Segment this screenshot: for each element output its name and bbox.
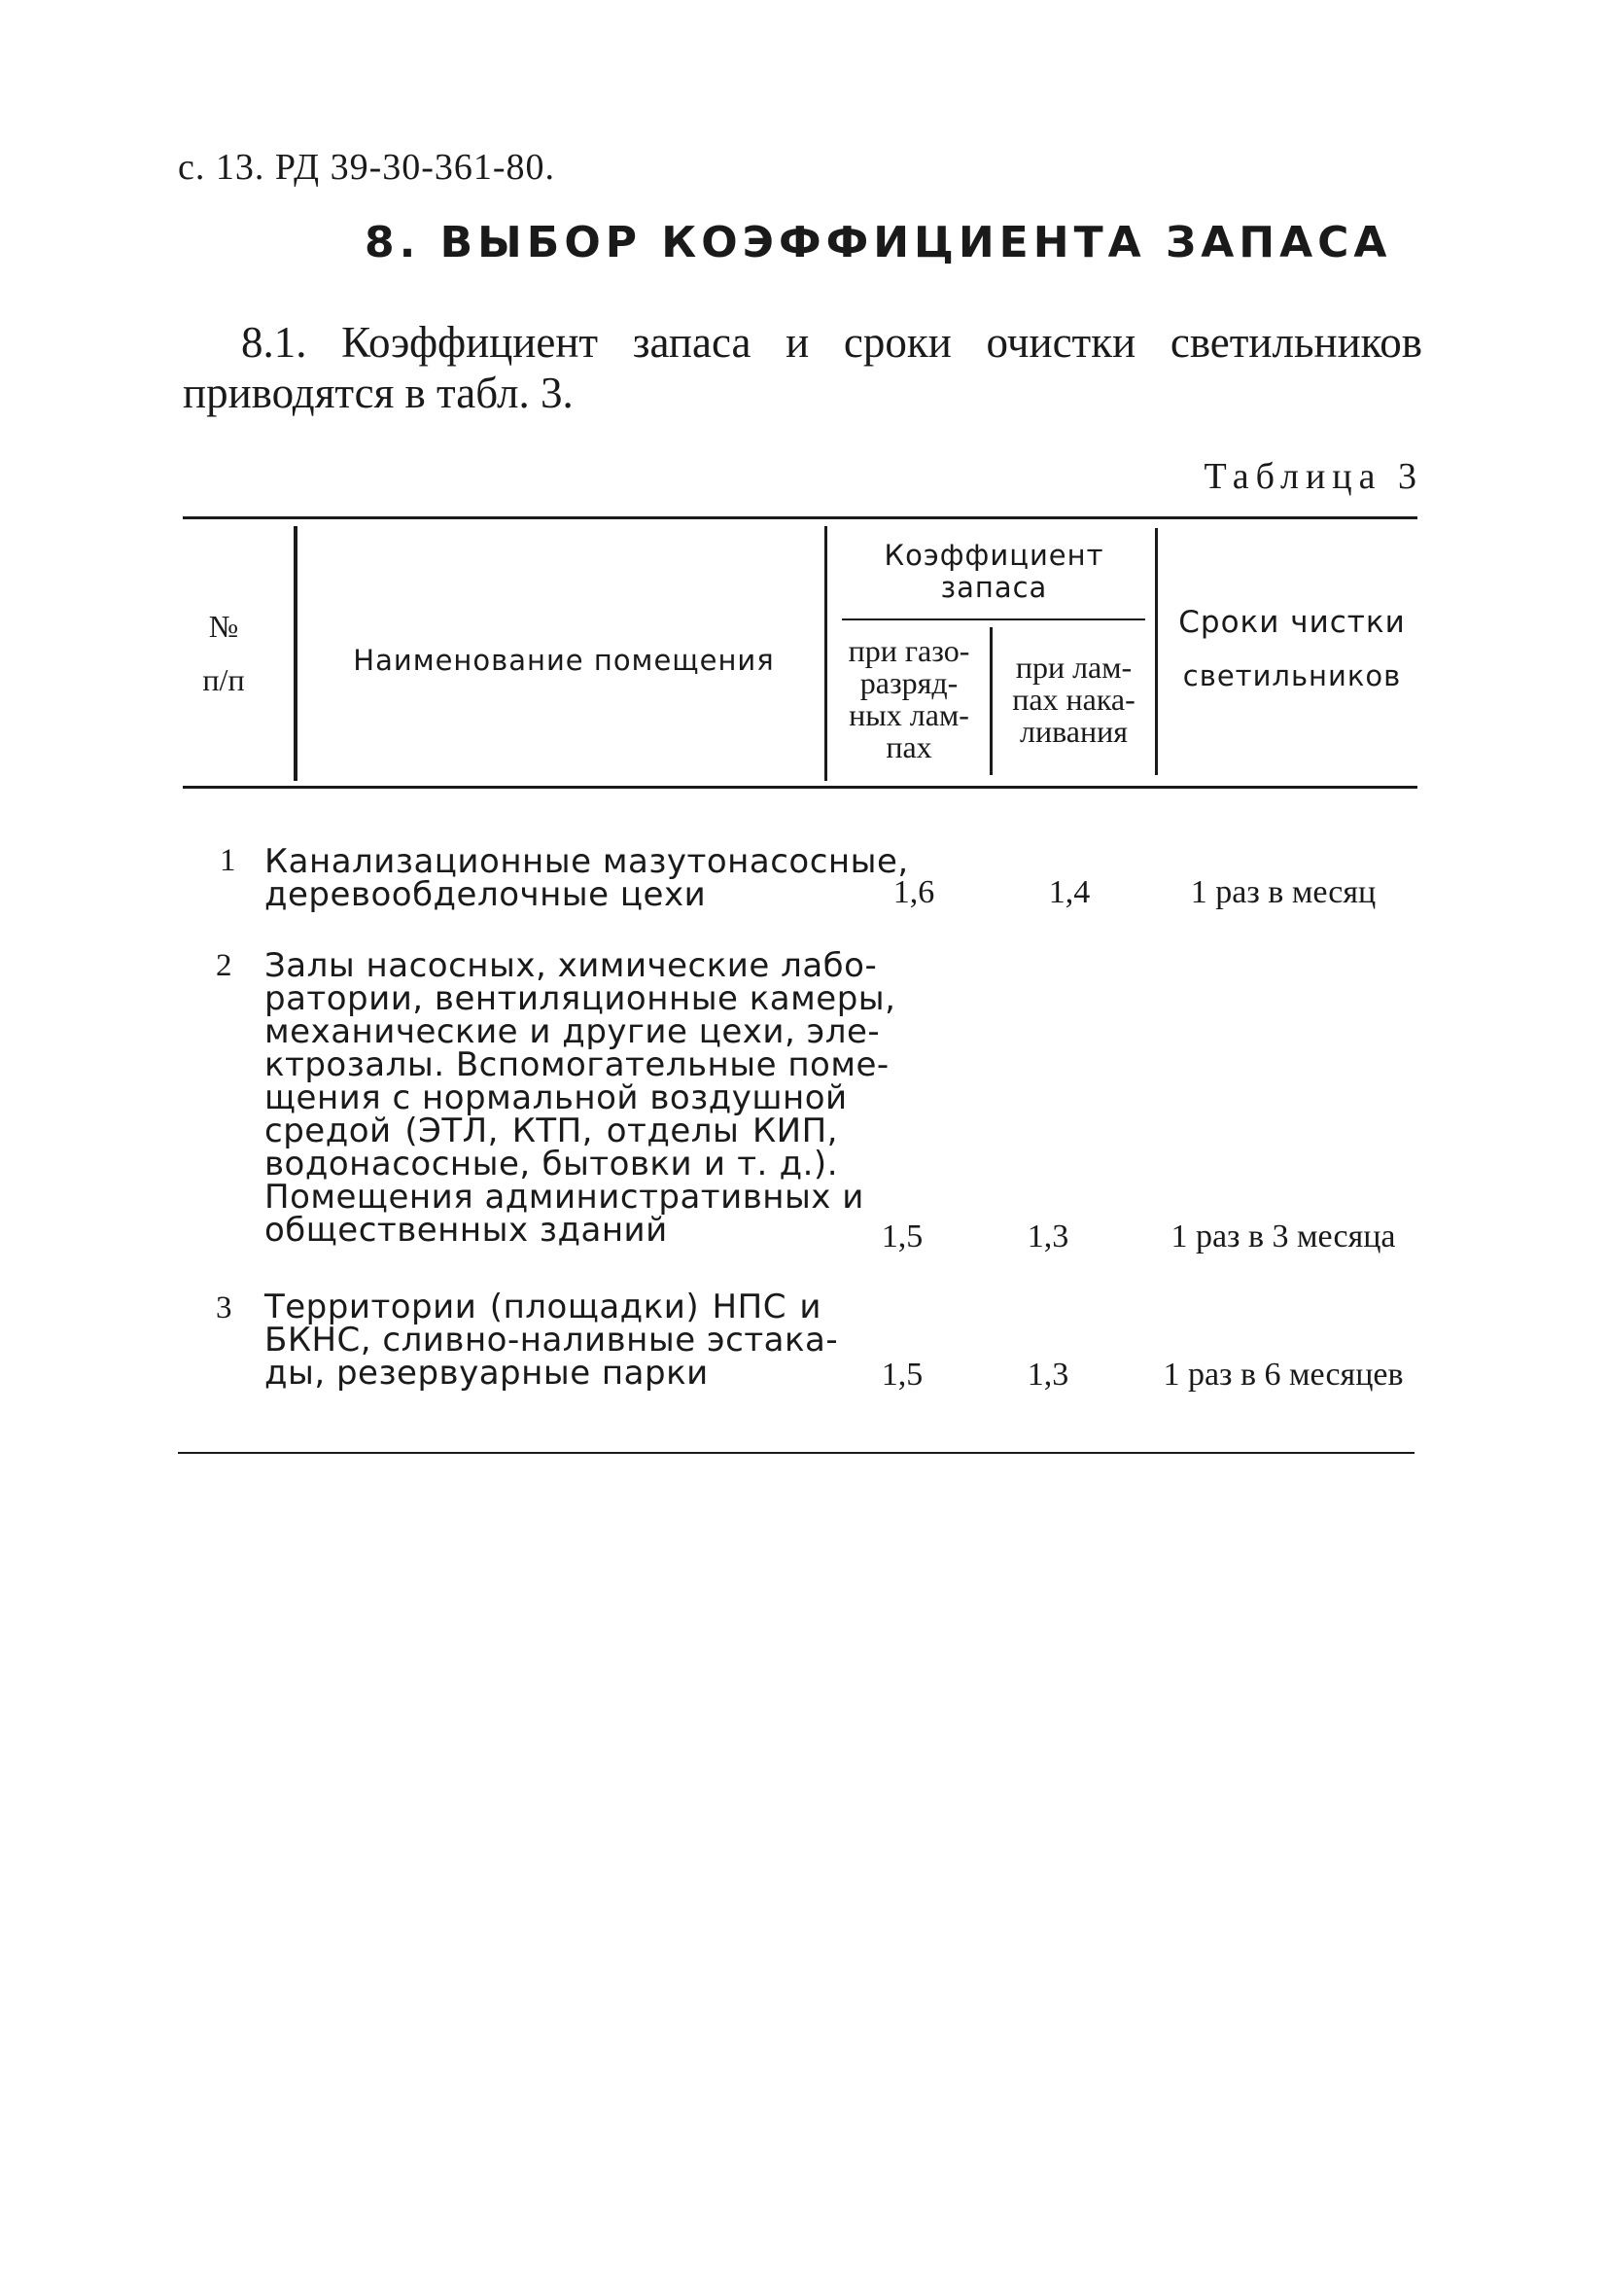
header-period-line1: Сроки чистки	[1178, 605, 1406, 640]
header-coef-group	[836, 540, 1152, 604]
row-name-line: Помещения административных и	[264, 1178, 864, 1217]
column-divider-2	[824, 526, 827, 781]
row-2-num: 2	[216, 948, 232, 983]
header-num-sign: №	[208, 609, 239, 644]
paragraph-line-1: 8.1. Коэффициент запаса и сроки очистки светильников	[241, 318, 1422, 367]
row-2-gas-coef: 1,5	[881, 1219, 924, 1254]
header-gas-discharge	[828, 635, 990, 763]
header-incand-line: ливания	[1020, 714, 1128, 749]
row-3-period: 1 раз в 6 месяцев	[1163, 1357, 1404, 1393]
header-coef-line2: запаса	[940, 571, 1048, 604]
table-header-bottom-rule	[183, 786, 1417, 789]
row-name-line: Залы насосных, химические лабо-	[264, 946, 878, 985]
header-coef-line1: Коэффициент	[884, 539, 1104, 572]
row-name-line: ды, резервуарные парки	[264, 1354, 709, 1393]
page-reference: с. 13. РД 39-30-361-80.	[178, 147, 556, 188]
header-incandescent	[993, 652, 1155, 748]
header-period-line2: светильников	[1182, 659, 1402, 692]
row-name-line: водонасосные, бытовки и т. д.).	[264, 1145, 838, 1183]
row-name-line: Канализационные мазутонасосные,	[264, 842, 909, 881]
header-incand-line: при лам-	[1015, 650, 1133, 685]
row-3-name	[264, 1288, 839, 1393]
row-name-line: механические и другие цехи, эле-	[264, 1012, 881, 1051]
table-top-rule	[183, 516, 1417, 519]
table-caption: Таблица 3	[1204, 456, 1423, 497]
table-bottom-rule	[178, 1452, 1415, 1454]
paragraph-line-2: приводятся в табл. 3.	[183, 369, 574, 417]
header-gas-line: ных лам-	[849, 697, 969, 732]
header-cleaning-period	[1162, 607, 1422, 692]
row-1-gas-coef: 1,6	[892, 874, 935, 910]
header-num	[185, 611, 262, 696]
column-divider-4	[1155, 528, 1158, 775]
row-1-num: 1	[220, 843, 236, 878]
column-divider-1	[294, 526, 297, 781]
row-1-period: 1 раз в месяц	[1190, 874, 1377, 910]
header-room-name: Наименование помещения	[353, 644, 775, 677]
header-num-pp: п/п	[202, 662, 245, 697]
row-3-incand-coef: 1,3	[1027, 1357, 1069, 1393]
row-3-gas-coef: 1,5	[881, 1357, 924, 1393]
section-heading: 8. ВЫБОР КОЭФФИЦИЕНТА ЗАПАСА	[365, 218, 1392, 267]
row-name-line: деревообделочные цехи	[264, 875, 707, 914]
row-2-incand-coef: 1,3	[1027, 1219, 1069, 1254]
row-name-line: БКНС, сливно-наливные эстака-	[264, 1321, 839, 1360]
coef-group-rule	[842, 618, 1145, 620]
header-gas-line: при газо-	[848, 633, 970, 668]
row-2-name	[264, 946, 896, 1250]
row-3-num: 3	[216, 1290, 232, 1325]
row-name-line: ктрозалы. Вспомогательные поме-	[264, 1045, 890, 1084]
row-name-line: общественных зданий	[264, 1211, 668, 1250]
header-gas-line: разряд-	[859, 665, 959, 700]
row-name-line: Территории (площадки) НПС и	[264, 1288, 821, 1326]
row-1-name	[264, 842, 909, 914]
row-name-line: ратории, вентиляционные камеры,	[264, 979, 896, 1018]
row-name-line: средой (ЭТЛ, КТП, отделы КИП,	[264, 1112, 838, 1150]
row-1-incand-coef: 1,4	[1048, 874, 1091, 910]
header-incand-line: пах нака-	[1012, 682, 1135, 717]
header-gas-line: пах	[886, 729, 932, 764]
row-2-period: 1 раз в 3 месяца	[1170, 1219, 1396, 1254]
row-name-line: щения с нормальной воздушной	[264, 1078, 848, 1117]
